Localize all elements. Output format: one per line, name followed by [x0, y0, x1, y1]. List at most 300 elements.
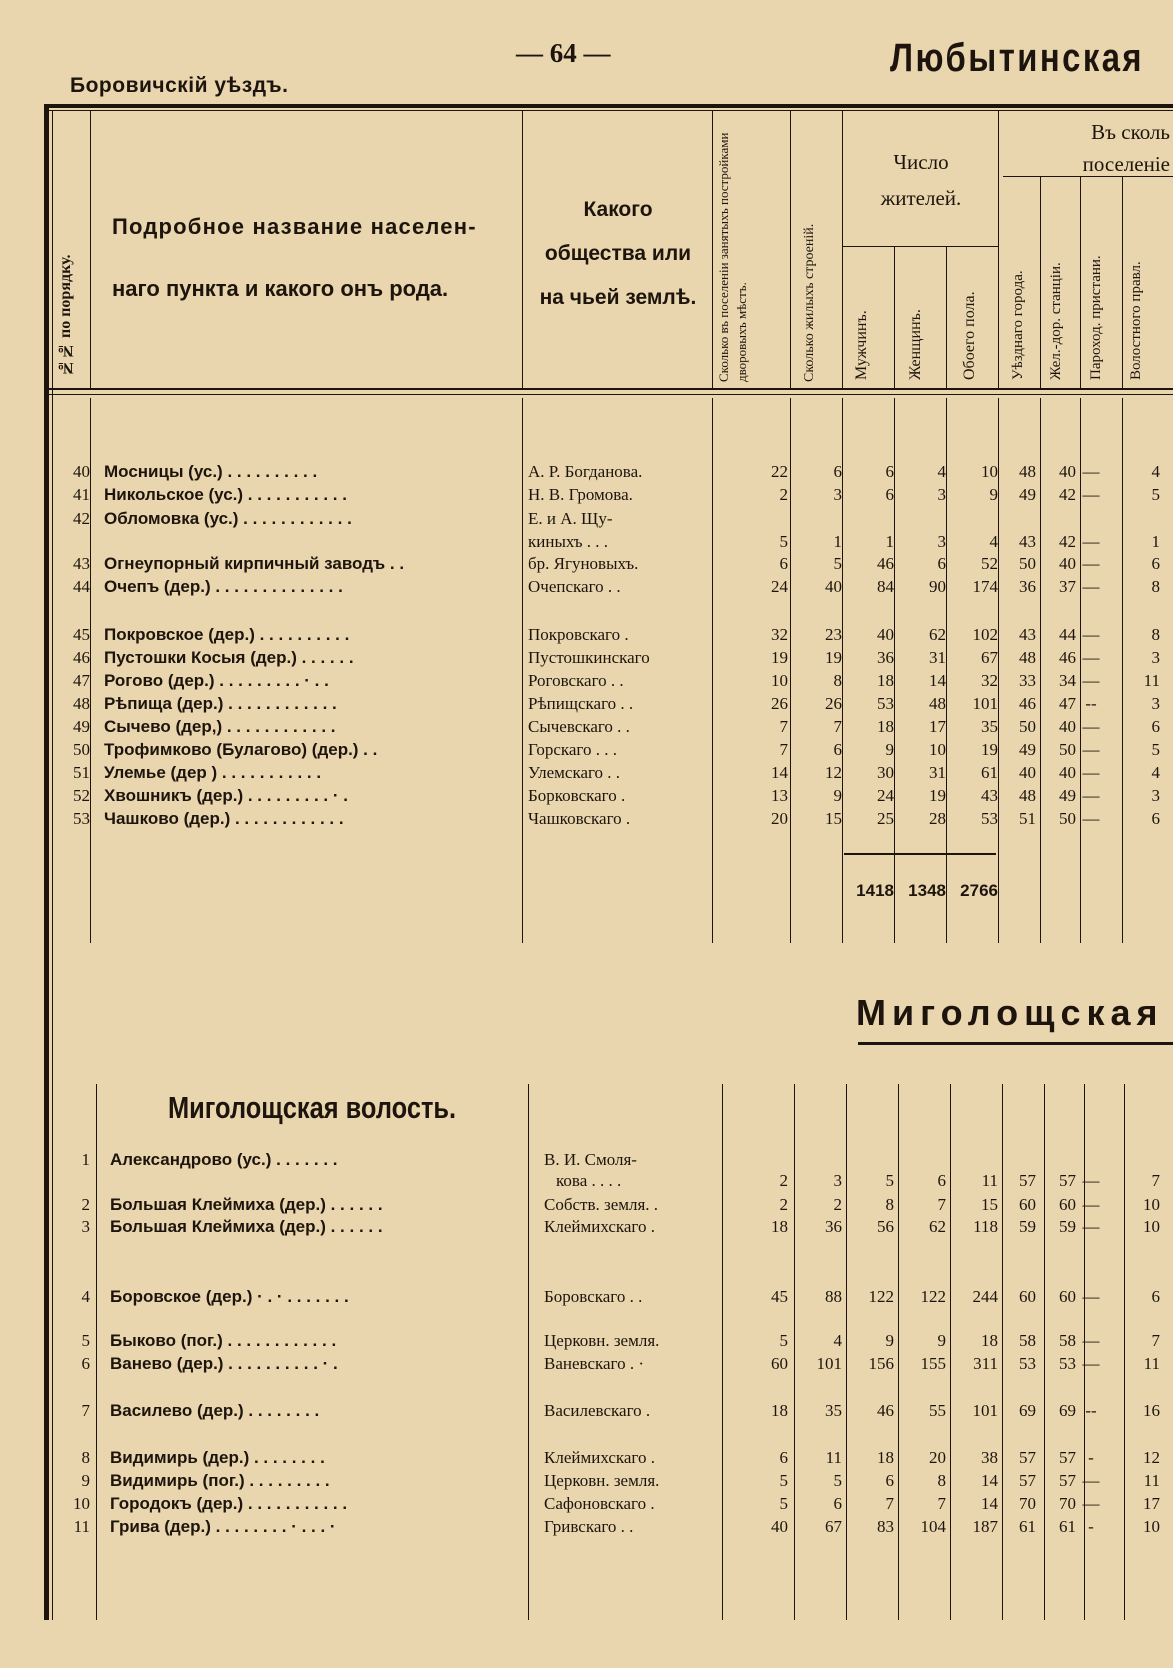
row-rail: 59: [1059, 1217, 1076, 1236]
table-row: [0, 1194, 1173, 1216]
row-owner: Ваневскаго . ·: [544, 1354, 645, 1373]
row-owner: В. И. Смоля-: [544, 1150, 637, 1169]
row-owner: Сычевскаго . .: [528, 717, 630, 736]
row-pier: —: [1082, 485, 1100, 504]
row-owner: Горскаго . . .: [528, 740, 617, 759]
hdr-div-4: [790, 110, 791, 390]
row-men: 18: [877, 717, 894, 736]
col-name: [112, 196, 512, 320]
row-women: 6: [937, 1171, 946, 1190]
row-owner: Борковскаго .: [528, 786, 626, 805]
row-pier: —: [1082, 1331, 1100, 1350]
totals-rule: [844, 853, 996, 855]
row-vol: 16: [1143, 1401, 1160, 1420]
row-owner: Церковн. земля.: [544, 1471, 660, 1490]
row-men: 1: [885, 532, 894, 551]
row-both: 15: [981, 1195, 998, 1214]
row-no: 7: [81, 1401, 90, 1420]
total-women: 1348: [908, 881, 946, 900]
row-pier: —: [1082, 809, 1100, 828]
row-pier: —: [1082, 1287, 1100, 1306]
row-owner: Е. и А. Щу-: [528, 509, 613, 528]
row-no: 2: [81, 1195, 90, 1214]
row-name: Никольское (ус.) . . . . . . . . . . .: [104, 485, 347, 504]
row-rail: 57: [1059, 1448, 1076, 1467]
row-no: 5: [81, 1331, 90, 1350]
col-no: №№ по порядку.: [57, 254, 74, 376]
row-men: 83: [877, 1517, 894, 1536]
row-rail: 34: [1059, 671, 1076, 690]
row-name: Большая Клеймиха (дер.) . . . . . .: [110, 1195, 383, 1214]
row-both: 43: [981, 786, 998, 805]
row-pier: —: [1082, 740, 1100, 759]
row-rail: 50: [1059, 809, 1076, 828]
table-row: [0, 762, 1173, 784]
row-women: 3: [937, 532, 946, 551]
row-women: 31: [929, 763, 946, 782]
row-vol: 6: [1151, 809, 1160, 828]
row-name: Мосницы (ус.) . . . . . . . . . .: [104, 462, 318, 481]
table-row: [0, 1447, 1173, 1469]
row-rail: 47: [1059, 694, 1076, 713]
row-no: 51: [73, 763, 90, 782]
row-pier: —: [1082, 625, 1100, 644]
row-buildings: 6: [833, 462, 842, 481]
row-places: 40: [771, 1517, 788, 1536]
row-both: 311: [973, 1354, 998, 1373]
row-buildings: 3: [833, 1171, 842, 1190]
row-both: 118: [973, 1217, 998, 1236]
row-owner: Церковн. земля.: [544, 1331, 660, 1350]
row-vol: 10: [1143, 1517, 1160, 1536]
totals-row: [0, 880, 1173, 902]
row-name: Улемье (дер ) . . . . . . . . . . .: [104, 763, 322, 782]
row-women: 104: [920, 1517, 946, 1536]
row-both: 38: [981, 1448, 998, 1467]
row-places: 18: [771, 1401, 788, 1420]
row-both: 67: [981, 648, 998, 667]
row-buildings: 7: [833, 717, 842, 736]
row-women: 8: [937, 1471, 946, 1490]
table-row: [0, 808, 1173, 830]
row-vol: 6: [1151, 717, 1160, 736]
row-pier: —: [1082, 717, 1100, 736]
col-pier: Пароход. пристани.: [1088, 255, 1104, 380]
row-women: 3: [937, 485, 946, 504]
row-no: 10: [73, 1494, 90, 1513]
row-buildings: 8: [833, 671, 842, 690]
row-rail: 57: [1059, 1471, 1076, 1490]
row-places: 14: [771, 763, 788, 782]
left-border: [44, 104, 49, 1620]
row-name: Пустошки Косыя (дер.) . . . . . .: [104, 648, 354, 667]
row-name: Покровское (дер.) . . . . . . . . . .: [104, 625, 350, 644]
row-no: 50: [73, 740, 90, 759]
row-no: 53: [73, 809, 90, 828]
row-town: 59: [1019, 1217, 1036, 1236]
col-town: Уѣзднаго города.: [1010, 270, 1026, 380]
row-pier: --: [1085, 694, 1097, 713]
col-owner-line1: Какого: [583, 198, 653, 221]
hdr-div-8: [998, 110, 999, 390]
row-no: 46: [73, 648, 90, 667]
row-women: 6: [937, 554, 946, 573]
row-men: 84: [877, 577, 894, 596]
row-no: 8: [81, 1448, 90, 1467]
row-owner: Собств. земля. .: [544, 1195, 659, 1214]
row-women: 9: [937, 1331, 946, 1350]
row-rail: 70: [1059, 1494, 1076, 1513]
row-pier: —: [1082, 532, 1100, 551]
row-no: 9: [81, 1471, 90, 1490]
row-name: Городокъ (дер.) . . . . . . . . . . .: [110, 1494, 348, 1513]
row-town: 43: [1019, 532, 1036, 551]
total-men: 1418: [856, 881, 894, 900]
row-buildings: 23: [825, 625, 842, 644]
row-rail: 37: [1059, 577, 1076, 596]
district-name: Боровичскій уѣздъ.: [70, 74, 289, 97]
col-women: Женщинъ.: [907, 309, 924, 380]
row-no: 48: [73, 694, 90, 713]
row-rail: 40: [1059, 763, 1076, 782]
row-women: 90: [929, 577, 946, 596]
row-rail: 44: [1059, 625, 1076, 644]
row-vol: 11: [1143, 1471, 1160, 1490]
row-both: 19: [981, 740, 998, 759]
row-women: 48: [929, 694, 946, 713]
top-rule: [44, 104, 1173, 108]
row-pier: -: [1088, 1448, 1094, 1467]
row-name: Быково (пог.) . . . . . . . . . . . .: [110, 1331, 337, 1350]
row-pier: —: [1082, 786, 1100, 805]
row-both: 187: [972, 1517, 998, 1536]
row-town: 48: [1019, 462, 1036, 481]
row-both: 174: [972, 577, 998, 596]
row-no: 1: [81, 1150, 90, 1169]
row-places: 7: [779, 717, 788, 736]
row-no: 47: [73, 671, 90, 690]
row-rail: 60: [1059, 1195, 1076, 1214]
row-name: Василево (дер.) . . . . . . . .: [110, 1401, 320, 1420]
row-owner: Роговскаго . .: [528, 671, 624, 690]
row-name: Сычево (дер,) . . . . . . . . . . . .: [104, 717, 336, 736]
row-owner: Улемскаго . .: [528, 763, 621, 782]
row-pier: —: [1082, 1494, 1100, 1513]
row-owner: Покровскаго .: [528, 625, 629, 644]
table-row: [0, 1353, 1173, 1375]
table-row: [0, 785, 1173, 807]
row-buildings: 35: [825, 1401, 842, 1420]
row-name: Видимирь (дер.) . . . . . . . .: [110, 1448, 325, 1467]
row-vol: 10: [1143, 1195, 1160, 1214]
row-buildings: 5: [833, 554, 842, 573]
row-men: 9: [885, 740, 894, 759]
row-vol: 7: [1151, 1171, 1160, 1190]
table-row: [0, 1400, 1173, 1422]
table-row: [0, 1286, 1173, 1308]
row-both: 4: [989, 532, 998, 551]
header-bottom-rule: [44, 388, 1173, 390]
total-both: 2766: [960, 881, 998, 900]
row-places: 5: [779, 1331, 788, 1350]
row-vol: 3: [1151, 694, 1160, 713]
row-owner: Василевскаго .: [544, 1401, 651, 1420]
row-vol: 3: [1151, 648, 1160, 667]
col-both: Обоего пола.: [961, 291, 978, 380]
row-women: 17: [929, 717, 946, 736]
col-distance: [1010, 116, 1170, 180]
row-no: 3: [81, 1217, 90, 1236]
row-men: 36: [877, 648, 894, 667]
row-places: 20: [771, 809, 788, 828]
row-town: 53: [1019, 1354, 1036, 1373]
row-rail: 40: [1059, 717, 1076, 736]
row-town: 58: [1019, 1331, 1036, 1350]
row-town: 40: [1019, 763, 1036, 782]
row-men: 122: [868, 1287, 894, 1306]
row-buildings: 9: [833, 786, 842, 805]
row-no: 49: [73, 717, 90, 736]
row-town: 46: [1019, 694, 1036, 713]
row-pier: —: [1082, 1471, 1100, 1490]
row-vol: 10: [1143, 1217, 1160, 1236]
row-men: 24: [877, 786, 894, 805]
row-name: Рогово (дер.) . . . . . . . . . · . .: [104, 671, 329, 690]
row-rail: 57: [1059, 1171, 1076, 1190]
col-name-line1: Подробное название населен-: [112, 214, 477, 239]
row-places: 5: [779, 1494, 788, 1513]
table-row: [0, 1170, 1173, 1192]
row-pier: —: [1082, 1354, 1100, 1373]
col-residents-line2: жителей.: [880, 186, 962, 210]
hdr-div-7: [946, 246, 947, 390]
row-pier: -: [1088, 1517, 1094, 1536]
row-no: 43: [73, 554, 90, 573]
row-buildings: 26: [825, 694, 842, 713]
row-men: 7: [885, 1494, 894, 1513]
row-pier: —: [1082, 1217, 1100, 1236]
row-places: 22: [771, 462, 788, 481]
row-town: 49: [1019, 740, 1036, 759]
table-row: [0, 553, 1173, 575]
row-town: 70: [1019, 1494, 1036, 1513]
row-both: 102: [972, 625, 998, 644]
row-town: 48: [1019, 648, 1036, 667]
row-owner: Сафоновскаго .: [544, 1494, 655, 1513]
row-owner: Клеймихскаго .: [544, 1217, 655, 1236]
row-both: 10: [981, 462, 998, 481]
row-name: Чашково (дер.) . . . . . . . . . . . .: [104, 809, 344, 828]
row-owner: Боровскаго . .: [544, 1287, 643, 1306]
row-buildings: 3: [833, 485, 842, 504]
row-pier: —: [1082, 648, 1100, 667]
row-vol: 4: [1151, 763, 1160, 782]
row-buildings: 88: [825, 1287, 842, 1306]
row-vol: 5: [1151, 485, 1160, 504]
row-name: Очепъ (дер.) . . . . . . . . . . . . . .: [104, 577, 343, 596]
row-owner: Очепскаго . .: [528, 577, 621, 596]
row-places: 2: [779, 1171, 788, 1190]
row-men: 8: [885, 1195, 894, 1214]
row-places: 5: [779, 532, 788, 551]
row-no: 11: [73, 1517, 90, 1536]
col-rail: Жел.-дор. станціи.: [1048, 262, 1064, 380]
row-owner: Гривскаго . .: [544, 1517, 634, 1536]
volost-title-section2: Миголощская: [856, 992, 1164, 1033]
row-rail: 40: [1059, 554, 1076, 573]
row-rail: 61: [1059, 1517, 1076, 1536]
row-women: 19: [929, 786, 946, 805]
row-no: 42: [73, 509, 90, 528]
row-name: Александрово (ус.) . . . . . . .: [110, 1150, 338, 1169]
row-owner: киныхъ . . .: [528, 532, 609, 551]
row-pier: —: [1082, 1195, 1100, 1214]
row-town: 33: [1019, 671, 1036, 690]
row-name: Хвошникъ (дер.) . . . . . . . . . · .: [104, 786, 348, 805]
row-vol: 8: [1151, 625, 1160, 644]
row-buildings: 101: [816, 1354, 842, 1373]
row-buildings: 40: [825, 577, 842, 596]
col-distance-line1: Въ сколь: [1091, 120, 1170, 144]
row-places: 24: [771, 577, 788, 596]
row-buildings: 67: [825, 1517, 842, 1536]
row-places: 5: [779, 1471, 788, 1490]
col-vol: Волостного правл.: [1128, 261, 1144, 380]
row-vol: 6: [1151, 1287, 1160, 1306]
row-men: 25: [877, 809, 894, 828]
row-no: 52: [73, 786, 90, 805]
row-pier: --: [1085, 1401, 1097, 1420]
row-men: 18: [877, 1448, 894, 1467]
row-town: 48: [1019, 786, 1036, 805]
row-vol: 12: [1143, 1448, 1160, 1467]
row-both: 18: [981, 1331, 998, 1350]
row-buildings: 4: [833, 1331, 842, 1350]
row-rail: 40: [1059, 462, 1076, 481]
row-owner: Рѣпищскаго . .: [528, 694, 634, 713]
row-buildings: 5: [833, 1471, 842, 1490]
row-vol: 17: [1143, 1494, 1160, 1513]
row-owner: бр. Ягуновыхъ.: [528, 554, 639, 573]
row-owner: Пустошкинскаго: [528, 648, 650, 667]
table-row: [0, 1470, 1173, 1492]
row-men: 6: [885, 1471, 894, 1490]
table-row: [0, 1516, 1173, 1538]
row-women: 62: [929, 625, 946, 644]
row-buildings: 12: [825, 763, 842, 782]
row-rail: 42: [1059, 485, 1076, 504]
row-pier: —: [1082, 1171, 1100, 1190]
row-both: 101: [972, 694, 998, 713]
row-men: 46: [877, 554, 894, 573]
row-rail: 69: [1059, 1401, 1076, 1420]
table-row: [0, 670, 1173, 692]
table-row: [0, 461, 1173, 483]
row-town: 61: [1019, 1517, 1036, 1536]
table-row: [0, 508, 1173, 530]
distance-header-rule: [1003, 176, 1173, 177]
row-women: 20: [929, 1448, 946, 1467]
row-rail: 58: [1059, 1331, 1076, 1350]
row-buildings: 6: [833, 740, 842, 759]
row-town: 60: [1019, 1287, 1036, 1306]
table-row: [0, 484, 1173, 506]
row-men: 5: [885, 1171, 894, 1190]
row-town: 60: [1019, 1195, 1036, 1214]
row-men: 18: [877, 671, 894, 690]
row-both: 61: [981, 763, 998, 782]
col-owner-line3: на чьей землѣ.: [539, 286, 697, 309]
header-bottom-rule-2: [44, 394, 1173, 395]
row-places: 19: [771, 648, 788, 667]
row-both: 53: [981, 809, 998, 828]
row-women: 55: [929, 1401, 946, 1420]
row-women: 4: [937, 462, 946, 481]
hdr-div-11: [1122, 176, 1123, 390]
row-places: 18: [771, 1217, 788, 1236]
volost-title-top: Любытинская: [890, 36, 1145, 80]
row-places: 7: [779, 740, 788, 759]
row-name: Большая Клеймиха (дер.) . . . . . .: [110, 1217, 383, 1236]
row-women: 14: [929, 671, 946, 690]
row-vol: 7: [1151, 1331, 1160, 1350]
row-rail: 50: [1059, 740, 1076, 759]
row-buildings: 6: [833, 1494, 842, 1513]
row-men: 6: [885, 462, 894, 481]
row-buildings: 15: [825, 809, 842, 828]
row-both: 11: [981, 1171, 998, 1190]
table-row: [0, 1493, 1173, 1515]
row-owner: кова . . . .: [556, 1171, 622, 1190]
col-buildings: Сколько жилыхъ строеній.: [802, 223, 817, 382]
residents-header-rule: [842, 246, 998, 247]
row-both: 101: [972, 1401, 998, 1420]
row-no: 45: [73, 625, 90, 644]
row-places: 26: [771, 694, 788, 713]
row-pier: —: [1082, 554, 1100, 573]
col-name-line2: наго пункта и какого онъ рода.: [112, 276, 449, 301]
hdr-div-2: [522, 110, 523, 390]
row-rail: 42: [1059, 532, 1076, 551]
table-row: [0, 1216, 1173, 1238]
row-women: 7: [937, 1195, 946, 1214]
row-rail: 53: [1059, 1354, 1076, 1373]
row-vol: 11: [1143, 1354, 1160, 1373]
row-both: 9: [989, 485, 998, 504]
row-name: Боровское (дер.) · . · . . . . . . .: [110, 1287, 349, 1306]
row-women: 155: [920, 1354, 946, 1373]
hdr-div-10: [1080, 176, 1081, 390]
col-residents-line1: Число: [893, 150, 949, 174]
row-buildings: 2: [833, 1195, 842, 1214]
row-rail: 49: [1059, 786, 1076, 805]
row-name: Ванево (дер.) . . . . . . . . . . · .: [110, 1354, 338, 1373]
row-vol: 11: [1143, 671, 1160, 690]
table-row: [0, 531, 1173, 553]
row-places: 6: [779, 554, 788, 573]
row-both: 32: [981, 671, 998, 690]
row-men: 30: [877, 763, 894, 782]
row-places: 60: [771, 1354, 788, 1373]
row-both: 14: [981, 1471, 998, 1490]
row-town: 49: [1019, 485, 1036, 504]
row-town: 57: [1019, 1171, 1036, 1190]
row-places: 10: [771, 671, 788, 690]
row-men: 53: [877, 694, 894, 713]
row-name: Видимирь (пог.) . . . . . . . . .: [110, 1471, 330, 1490]
table-row: [0, 1330, 1173, 1352]
row-both: 35: [981, 717, 998, 736]
